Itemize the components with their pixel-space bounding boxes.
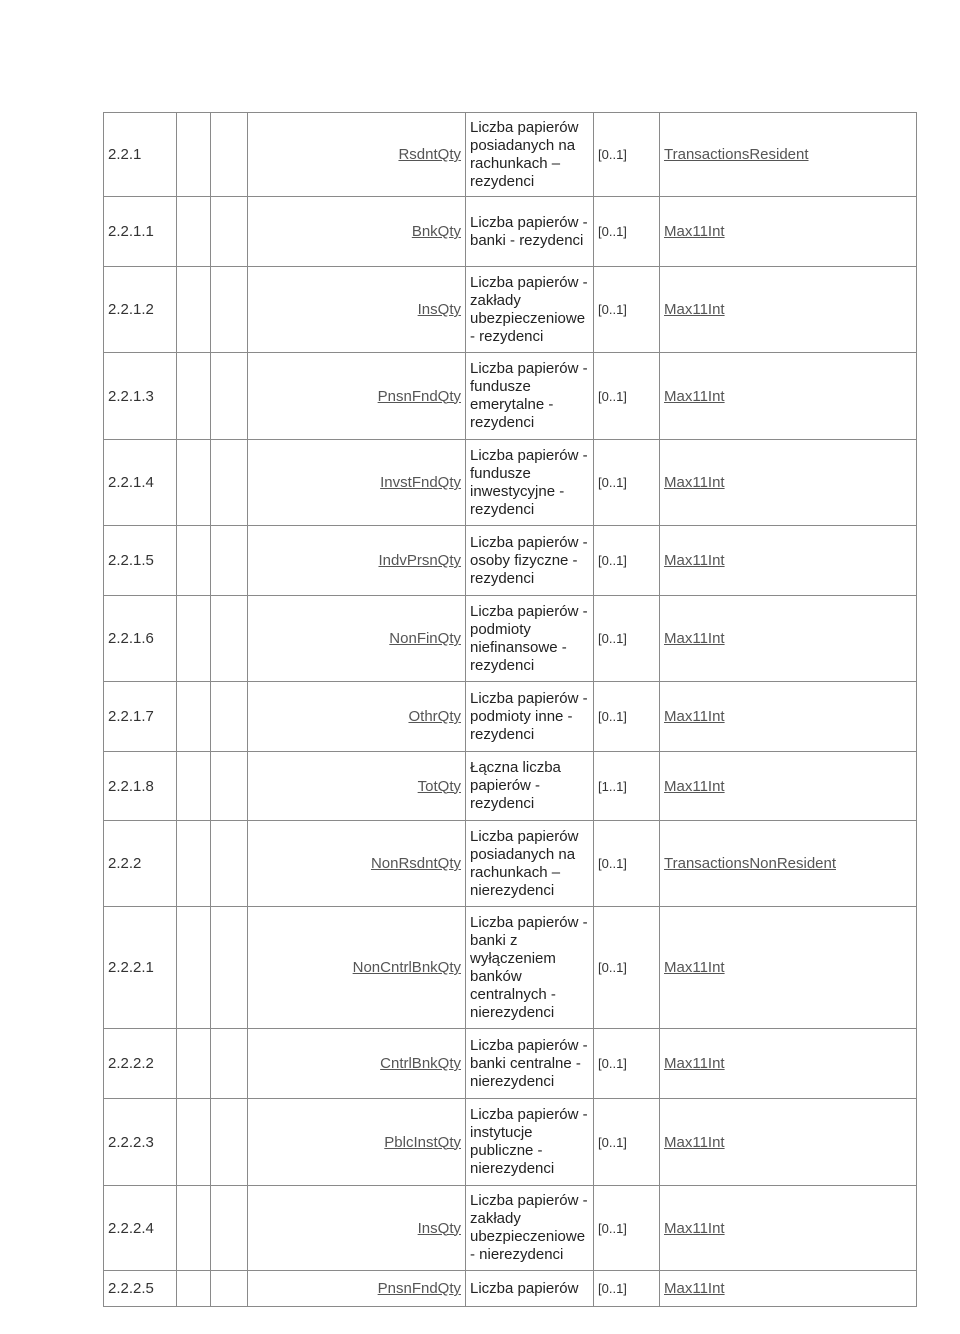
element-type-text: Max11Int (664, 387, 725, 405)
element-type-text: Max11Int (664, 630, 725, 647)
element-type-text: Max11Int (664, 552, 725, 569)
empty-cell (211, 907, 248, 1029)
element-tag-text: OthrQty (408, 708, 461, 725)
table-row (104, 526, 917, 596)
element-tag-text: InsQty (417, 1219, 461, 1237)
row-number: 2.2.1.6 (104, 596, 177, 682)
multiplicity: [0..1] (594, 682, 660, 752)
table-row (104, 267, 917, 353)
element-description: Łączna liczba papierów - rezydenci (466, 752, 594, 821)
row-number: 2.2.1.7 (104, 682, 177, 752)
element-type (660, 1029, 917, 1099)
element-tag (248, 1029, 466, 1099)
element-type-text: TransactionsResident (664, 146, 809, 163)
element-description: Liczba papierów (466, 1271, 594, 1307)
element-tag-text: TotQty (417, 777, 461, 795)
table-row (104, 596, 917, 682)
multiplicity: [0..1] (594, 1271, 660, 1307)
multiplicity: [0..1] (594, 821, 660, 907)
empty-cell (177, 821, 211, 907)
element-tag-text: InvstFndQty (380, 474, 461, 491)
multiplicity: [0..1] (594, 267, 660, 353)
row-number: 2.2.1.8 (104, 752, 177, 821)
element-description: Liczba papierów - fundusze emerytalne - rezydenci (466, 353, 594, 440)
empty-cell (211, 353, 248, 440)
element-description: Liczba papierów - fundusze inwestycyjne - rezydenci (466, 440, 594, 526)
element-tag-text: PblcInstQty (384, 1133, 461, 1151)
element-tag-text: PnsnFndQty (377, 1280, 461, 1297)
element-tag (248, 113, 466, 197)
element-description: Liczba papierów - zakłady ubezpieczeniowe - nierezydenci (466, 1186, 594, 1271)
element-type-text: Max11Int (664, 708, 725, 725)
empty-cell (177, 113, 211, 197)
element-type (660, 1099, 917, 1186)
row-number: 2.2.1 (104, 113, 177, 197)
element-type-text: Max11Int (664, 1133, 725, 1151)
element-description: Liczba papierów - podmioty niefinansowe - rezydenci (466, 596, 594, 682)
empty-cell (177, 1271, 211, 1307)
element-tag (248, 596, 466, 682)
row-number: 2.2.2.3 (104, 1099, 177, 1186)
table-row (104, 682, 917, 752)
row-number: 2.2.1.3 (104, 353, 177, 440)
multiplicity: [0..1] (594, 1186, 660, 1271)
multiplicity: [0..1] (594, 353, 660, 440)
element-tag (248, 526, 466, 596)
element-tag-text: NonRsdntQty (370, 855, 461, 872)
element-type (660, 682, 917, 752)
multiplicity: [0..1] (594, 440, 660, 526)
element-tag (248, 440, 466, 526)
empty-cell (177, 1186, 211, 1271)
multiplicity: [0..1] (594, 1099, 660, 1186)
element-description: Liczba papierów - banki - rezydenci (466, 197, 594, 267)
table-row (104, 752, 917, 821)
element-type-text: Max11Int (664, 1219, 725, 1237)
spec-table (103, 112, 917, 1307)
spec-table-body (104, 113, 917, 1307)
table-row (104, 197, 917, 267)
element-tag (248, 1271, 466, 1307)
empty-cell (211, 197, 248, 267)
element-type (660, 353, 917, 440)
element-description: Liczba papierów - banki centralne - nierezydenci (466, 1029, 594, 1099)
table-row (104, 1029, 917, 1099)
element-type (660, 267, 917, 353)
element-type (660, 907, 917, 1029)
empty-cell (211, 1099, 248, 1186)
element-tag-text: NonFinQty (389, 630, 461, 647)
row-number: 2.2.1.5 (104, 526, 177, 596)
element-tag (248, 197, 466, 267)
element-tag (248, 682, 466, 752)
element-type-text: Max11Int (664, 474, 725, 491)
element-description: Liczba papierów posiadanych na rachunkach – nierezydenci (466, 821, 594, 907)
element-tag (248, 267, 466, 353)
row-number: 2.2.2.1 (104, 907, 177, 1029)
empty-cell (211, 1186, 248, 1271)
element-type (660, 752, 917, 821)
empty-cell (177, 752, 211, 821)
empty-cell (211, 440, 248, 526)
multiplicity: [0..1] (594, 907, 660, 1029)
element-description: Liczba papierów - banki z wyłączeniem banków centralnych - nierezydenci (466, 907, 594, 1029)
element-tag-text: PnsnFndQty (377, 387, 461, 405)
empty-cell (177, 353, 211, 440)
multiplicity: [0..1] (594, 197, 660, 267)
multiplicity: [1..1] (594, 752, 660, 821)
empty-cell (177, 907, 211, 1029)
row-number: 2.2.1.4 (104, 440, 177, 526)
element-tag (248, 907, 466, 1029)
table-row (104, 907, 917, 1029)
row-number: 2.2.2.2 (104, 1029, 177, 1099)
multiplicity: [0..1] (594, 596, 660, 682)
element-type-text: Max11Int (664, 223, 725, 240)
empty-cell (177, 526, 211, 596)
multiplicity: [0..1] (594, 526, 660, 596)
element-tag (248, 821, 466, 907)
empty-cell (177, 267, 211, 353)
element-tag (248, 353, 466, 440)
table-row (104, 821, 917, 907)
element-tag-text: BnkQty (411, 223, 461, 240)
element-type-text: Max11Int (664, 959, 725, 976)
table-row (104, 1186, 917, 1271)
element-type (660, 596, 917, 682)
element-tag (248, 752, 466, 821)
element-type (660, 526, 917, 596)
row-number: 2.2.2 (104, 821, 177, 907)
empty-cell (177, 197, 211, 267)
element-tag-text: IndvPrsnQty (378, 552, 461, 569)
element-tag (248, 1186, 466, 1271)
element-type (660, 440, 917, 526)
multiplicity: [0..1] (594, 1029, 660, 1099)
empty-cell (177, 1029, 211, 1099)
empty-cell (211, 1029, 248, 1099)
element-tag-text: NonCntrlBnkQty (352, 959, 461, 976)
element-type (660, 197, 917, 267)
empty-cell (211, 267, 248, 353)
empty-cell (211, 821, 248, 907)
empty-cell (211, 682, 248, 752)
element-type-text: Max11Int (664, 1055, 725, 1072)
table-row (104, 440, 917, 526)
row-number: 2.2.1.2 (104, 267, 177, 353)
table-row (104, 1099, 917, 1186)
empty-cell (211, 1271, 248, 1307)
element-description: Liczba papierów - podmioty inne - rezydenci (466, 682, 594, 752)
element-type-text: Max11Int (664, 1280, 725, 1297)
element-tag-text: RsdntQty (398, 146, 461, 163)
element-type (660, 821, 917, 907)
table-row (104, 353, 917, 440)
element-description: Liczba papierów - zakłady ubezpieczeniowe - rezydenci (466, 267, 594, 353)
element-tag-text: InsQty (417, 301, 461, 318)
table-row (104, 1271, 917, 1307)
row-number: 2.2.2.4 (104, 1186, 177, 1271)
element-description: Liczba papierów posiadanych na rachunkach – rezydenci (466, 113, 594, 197)
element-type-text: Max11Int (664, 777, 725, 795)
element-tag-text: CntrlBnkQty (380, 1055, 461, 1072)
empty-cell (211, 596, 248, 682)
element-description: Liczba papierów - instytucje publiczne - nierezydenci (466, 1099, 594, 1186)
empty-cell (177, 682, 211, 752)
empty-cell (211, 113, 248, 197)
element-type (660, 1186, 917, 1271)
empty-cell (211, 752, 248, 821)
empty-cell (211, 526, 248, 596)
empty-cell (177, 596, 211, 682)
element-type (660, 1271, 917, 1307)
element-type-text: Max11Int (664, 301, 725, 318)
row-number: 2.2.2.5 (104, 1271, 177, 1307)
row-number: 2.2.1.1 (104, 197, 177, 267)
empty-cell (177, 440, 211, 526)
element-description: Liczba papierów - osoby fizyczne - rezydenci (466, 526, 594, 596)
element-type-text: TransactionsNonResident (664, 855, 837, 872)
element-type (660, 113, 917, 197)
empty-cell (177, 1099, 211, 1186)
multiplicity: [0..1] (594, 113, 660, 197)
table-row (104, 113, 917, 197)
element-tag (248, 1099, 466, 1186)
